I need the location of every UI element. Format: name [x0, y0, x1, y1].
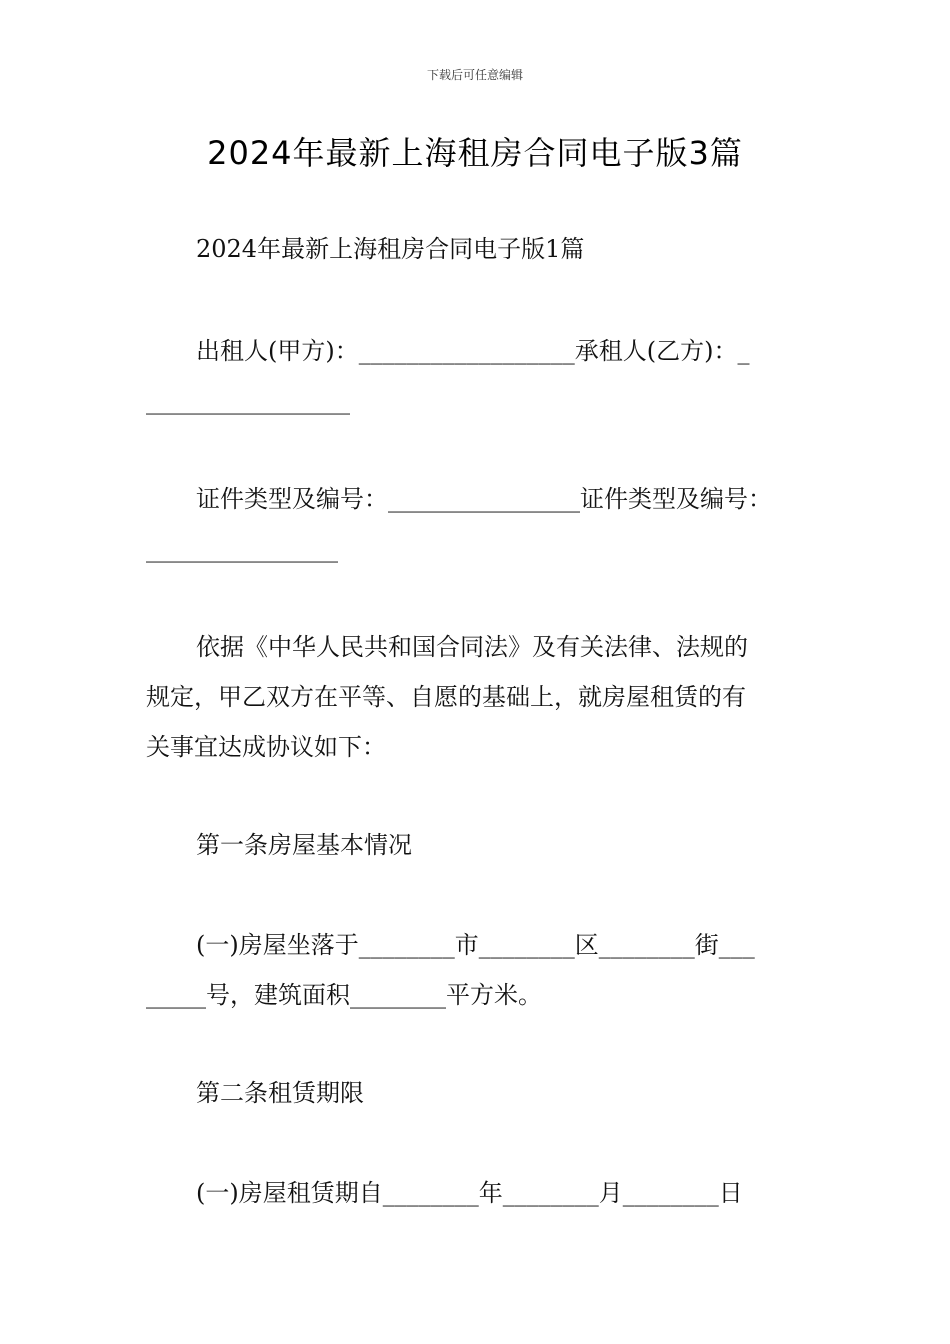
- body-line-location-2: _____号，建筑面积________平方米。: [146, 981, 542, 1009]
- subtitle: 2024年最新上海租房合同电子版1篇: [196, 235, 585, 263]
- body-line-id-cont: ________________: [146, 535, 338, 563]
- body-line-term: (一)房屋租赁期自________年________月________日: [196, 1179, 743, 1207]
- body-line-lessor: 出租人(甲方)：__________________承租人(乙方)：_: [196, 337, 750, 365]
- body-line-preamble-2: 规定，甲乙双方在平等、自愿的基础上，就房屋租赁的有: [146, 683, 746, 711]
- section-heading-2: 第二条租赁期限: [196, 1079, 364, 1107]
- page-title: 2024年最新上海租房合同电子版3篇: [207, 134, 743, 172]
- body-line-preamble-3: 关事宜达成协议如下：: [146, 733, 386, 761]
- body-line-location-1: (一)房屋坐落于________市________区________街___: [196, 931, 755, 959]
- body-line-preamble-1: 依据《中华人民共和国合同法》及有关法律、法规的: [196, 633, 748, 661]
- body-line-lessee-cont: _________________: [146, 387, 350, 415]
- header-note: 下载后可任意编辑: [426, 68, 523, 82]
- section-heading-1: 第一条房屋基本情况: [196, 831, 412, 859]
- body-line-id-type: 证件类型及编号：________________证件类型及编号：: [196, 485, 772, 513]
